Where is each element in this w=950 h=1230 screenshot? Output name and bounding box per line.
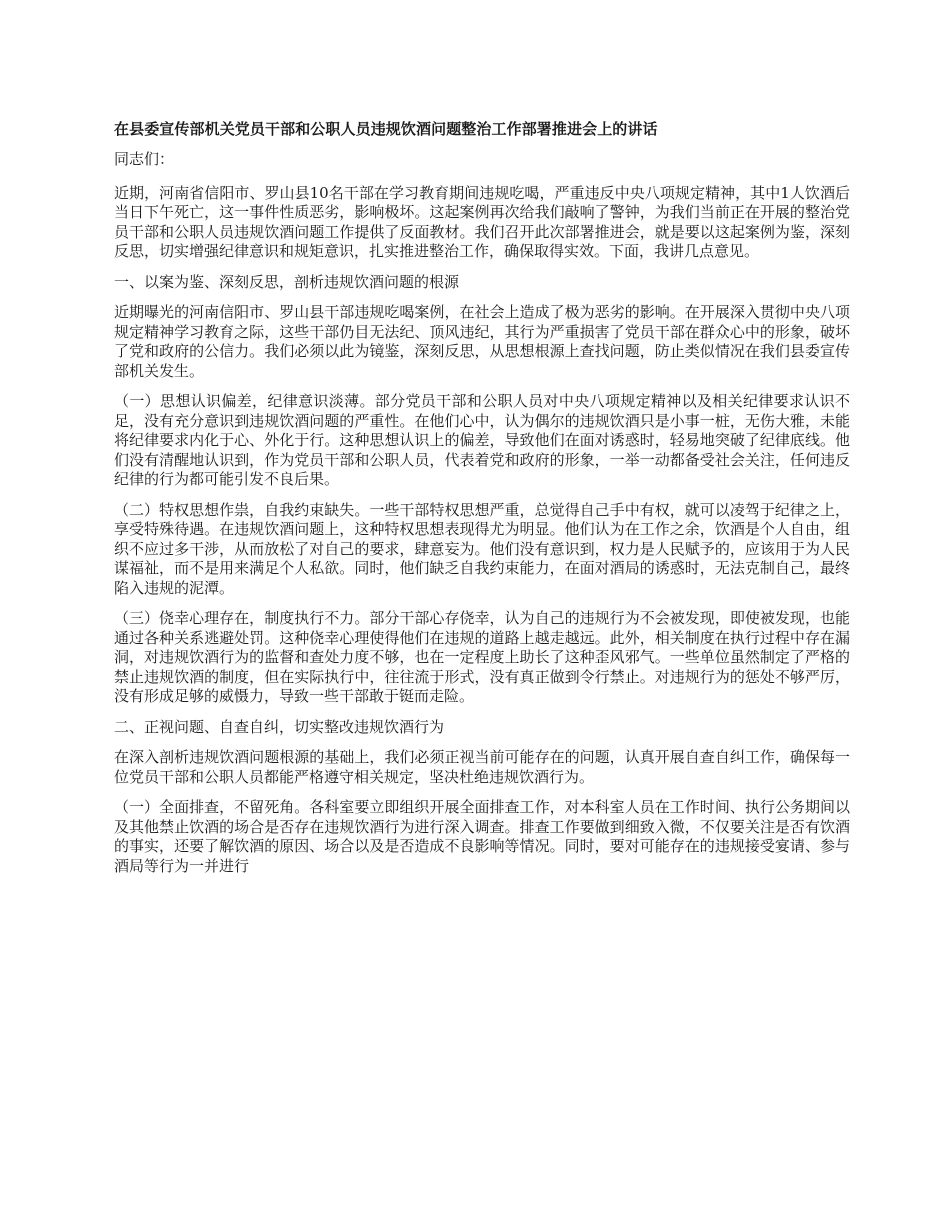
paragraph: （一）全面排查，不留死角。各科室要立即组织开展全面排查工作，对本科室人员在工作时间、执行公务期间以及其他禁止饮酒的场合是否存在违规饮酒行为进行深入调查。排查工作要做到细致入微，不仅要关注是否有饮酒的事实，还要了解饮酒的原因、场合以及是否造成不良影响等情况。同时，要对可能存在的违规接受宴请、参与酒局等行为一并进行 (114, 798, 850, 875)
document-page (114, 118, 850, 887)
paragraph: （三）侥幸心理存在，制度执行不力。部分干部心存侥幸，认为自己的违规行为不会被发现，即使被发现，也能通过各种关系逃避处罚。这种侥幸心理使得他们在违规的道路上越走越远。此外，相关制度在执行过程中存在漏洞，对违规饮酒行为的监督和查处力度不够，也在一定程度上助长了这种歪风邪气。一些单位虽然制定了严格的禁止违规饮酒的制度，但在实际执行中，往往流于形式，没有真正做到令行禁止。对违规行为的惩处不够严厉，没有形成足够的威慑力，导致一些干部敢于铤而走险。 (114, 609, 850, 705)
greeting: 同志们： (114, 150, 175, 168)
paragraph-intro: 近期，河南省信阳市、罗山县10名干部在学习教育期间违规吃喝，严重违反中央八项规定精神，其中1人饮酒后当日下午死亡，这一事件性质恶劣，影响极坏。这起案例再次给我们敲响了警钟，为我们当前正在开展的整治党员干部和公职人员违规饮酒问题工作提供了反面教材。我们召开此次部署推进会，就是要以这起案例为鉴，深刻反思，切实增强纪律意识和规矩意识，扎实推进整治工作，确保取得实效。下面，我讲几点意见。 (114, 183, 850, 260)
paragraph: 近期曝光的河南信阳市、罗山县干部违规吃喝案例，在社会上造成了极为恶劣的影响。在开展深入贯彻中央八项规定精神学习教育之际，这些干部仍目无法纪、顶风违纪，其行为严重损害了党员干部在群众心中的形象，破坏了党和政府的公信力。我们必须以此为镜鉴，深刻反思，从思想根源上查找问题，防止类似情况在我们县委宣传部机关发生。 (114, 303, 850, 380)
section-heading-1: 一、以案为鉴、深刻反思，剖析违规饮酒问题的根源 (114, 272, 460, 291)
document-title: 在县委宣传部机关党员干部和公职人员违规饮酒问题整治工作部署推进会上的讲话 (114, 120, 658, 138)
paragraph: 在深入剖析违规饮酒问题根源的基础上，我们必须正视当前可能存在的问题，认真开展自查自纠工作，确保每一位党员干部和公职人员都能严格遵守相关规定，坚决杜绝违规饮酒行为。 (114, 748, 850, 786)
paragraph: （二）特权思想作祟，自我约束缺失。一些干部特权思想严重，总觉得自己手中有权，就可以凌驾于纪律之上，享受特殊待遇。在违规饮酒问题上，这种特权思想表现得尤为明显。他们认为在工作之余，饮酒是个人自由，组织不应过多干涉，从而放松了对自己的要求，肆意妄为。他们没有意识到，权力是人民赋予的，应该用于为人民谋福祉，而不是用来满足个人私欲。同时，他们缺乏自我约束能力，在面对酒局的诱惑时，无法克制自己，最终陷入违规的泥潭。 (114, 500, 850, 597)
section-heading-2: 二、正视问题、自查自纠，切实整改违规饮酒行为 (114, 717, 445, 736)
paragraph: （一）思想认识偏差，纪律意识淡薄。部分党员干部和公职人员对中央八项规定精神以及相关纪律要求认识不足，没有充分意识到违规饮酒问题的严重性。在他们心中，认为偶尔的违规饮酒只是小事一桩，无伤大雅，未能将纪律要求内化于心、外化于行。这种思想认识上的偏差，导致他们在面对诱惑时，轻易地突破了纪律底线。他们没有清醒地认识到，作为党员干部和公职人员，代表着党和政府的形象，一举一动都备受社会关注，任何违反纪律的行为都可能引发不良后果。 (114, 392, 850, 488)
